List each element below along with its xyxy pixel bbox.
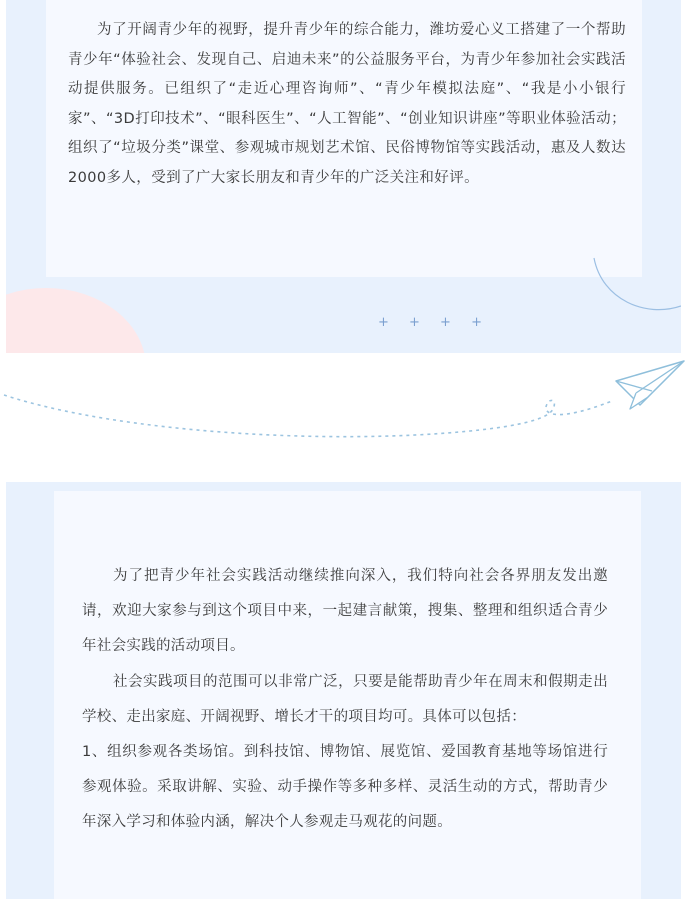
intro-paragraph: 为了开阔青少年的视野，提升青少年的综合能力，潍坊爱心义工搭建了一个帮助青少年“体验社会、发现自己、启迪未来”的公益服务平台，为青少年参加社会实践活动提供服务。已组织了“走近心理咨询师”、“青少年模拟法庭”、“我是小小银行家”、“3D打印技术”、“眼科医生”、“人工智能”、“创业知识讲座”等职业体验活动；组织了“垃圾分类”课堂、参观城市规划艺术馆、民俗博物馆等实践活动，惠及人数达2000多人，受到了广大家长朋友和青少年的广泛关注和好评。 — [68, 22, 626, 186]
invitation-paragraph-1: 为了把青少年社会实践活动继续推向深入，我们特向社会各界朋友发出邀请，欢迎大家参与到这个项目中来，一起建言献策，搜集、整理和组织适合青少年社会实践的活动项目。 — [82, 568, 608, 655]
dashed-flight-path — [4, 395, 612, 437]
paper-plane-icon — [616, 361, 684, 409]
curve-decoration — [6, 0, 681, 353]
bottom-section — [6, 482, 681, 899]
invitation-text — [82, 559, 608, 841]
flight-path-decoration — [0, 353, 687, 482]
plus-decoration: + + + + — [378, 315, 490, 330]
top-section — [6, 0, 681, 353]
invitation-paragraph-2: 社会实践项目的范围可以非常广泛，只要是能帮助青少年在周末和假期走出学校、走出家庭、开阔视野、增长才干的项目均可。具体可以包括： — [82, 673, 608, 725]
invitation-card — [54, 491, 641, 899]
invitation-paragraph-3: 1、组织参观各类场馆。到科技馆、博物馆、展览馆、爱国教育基地等场馆进行参观体验。采取讲解、实验、动手操作等多种多样、灵活生动的方式，帮助青少年深入学习和体验内涵，解决个人参观走马观花的问题。 — [82, 744, 608, 831]
